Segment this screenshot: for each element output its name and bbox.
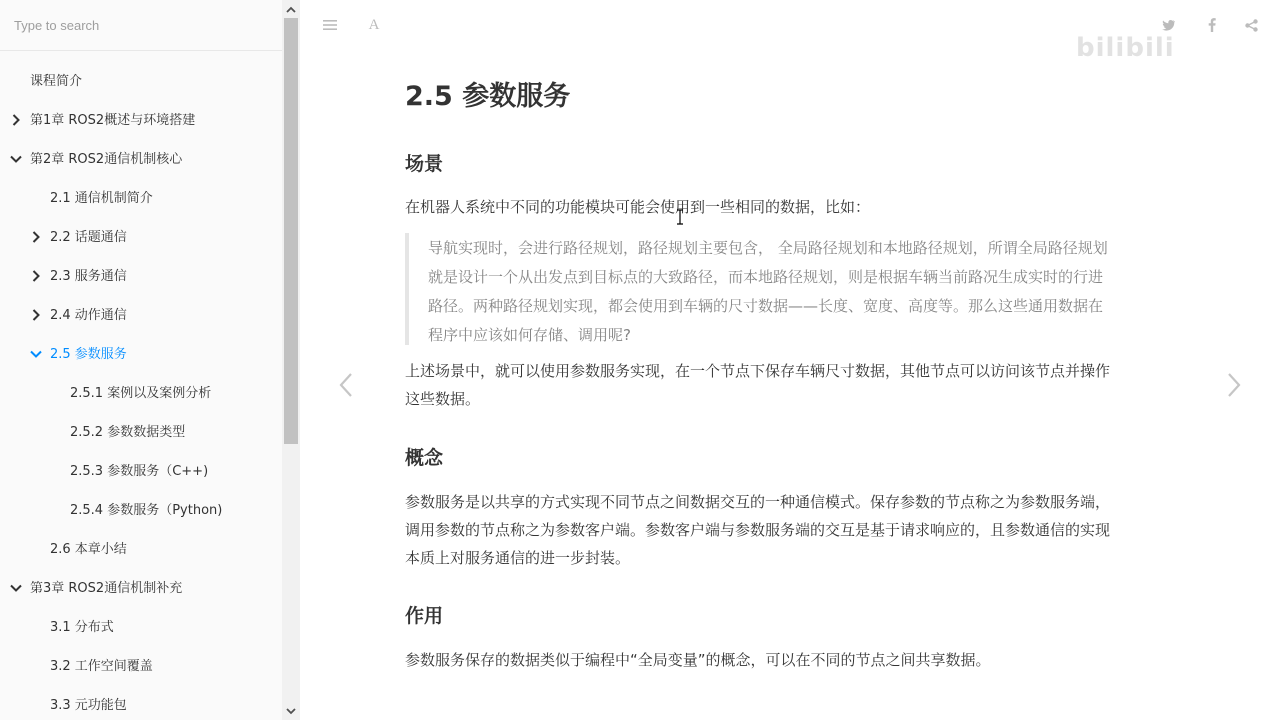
paragraph-line: 参数服务是以共享的方式实现不同节点之间数据交互的一种通信模式。保存参数的节点称之为参数服务端，: [405, 493, 1111, 511]
quote-line: 程序中应该如何存储、调用呢?: [428, 326, 631, 344]
table-of-contents: [0, 62, 282, 720]
concept-paragraph: [405, 488, 1175, 572]
facebook-icon[interactable]: [1203, 15, 1221, 35]
toc-item-label: 2.5 参数服务: [50, 347, 127, 362]
toc-item[interactable]: [0, 140, 282, 179]
chevron-down-icon[interactable]: [30, 348, 42, 360]
paragraph-line: 调用参数的节点称之为参数客户端。参数客户端与参数服务端的交互是基于请求响应的，且参数通信的实现: [405, 521, 1111, 539]
chevron-down-icon[interactable]: [10, 582, 22, 594]
usage-paragraph: 参数服务保存的数据类似于编程中“全局变量”的概念，可以在不同的节点之间共享数据。: [405, 651, 991, 669]
sidebar-scrollbar[interactable]: [282, 0, 300, 720]
toc-item-label: 2.1 通信机制简介: [50, 191, 153, 206]
quote-line: 就是设计一个从出发点到目标点的大致路径，而本地路径规划，则是根据车辆当前路况生成实时的行进: [428, 268, 1104, 286]
toc-item[interactable]: [0, 569, 282, 608]
toc-item-label: 3.2 工作空间覆盖: [50, 659, 153, 674]
chevron-right-icon[interactable]: [10, 114, 22, 126]
toc-item[interactable]: [0, 335, 282, 374]
toc-item[interactable]: [0, 374, 282, 413]
watermark-logo: bilibili: [1076, 33, 1175, 63]
toc-item[interactable]: [0, 62, 282, 101]
toc-item-label: 2.5.1 案例以及案例分析: [70, 386, 212, 401]
paragraph-line: 本质上对服务通信的进一步封装。: [405, 549, 631, 567]
toc-item[interactable]: [0, 101, 282, 140]
quote-line: 导航实现时，会进行路径规划，路径规划主要包含， 全局路径规划和本地路径规划，所谓全局路径规划: [428, 239, 1108, 257]
chevron-down-icon[interactable]: [10, 153, 22, 165]
next-page-chevron-icon[interactable]: [1222, 370, 1246, 400]
share-icon[interactable]: [1242, 16, 1260, 34]
toc-item-label: 2.5.2 参数数据类型: [70, 425, 186, 440]
quote-line: 路径。两种路径规划实现，都会使用到车辆的尺寸数据——长度、宽度、高度等。那么这些通用数据在: [428, 297, 1104, 315]
toc-item-label: 3.1 分布式: [50, 620, 114, 635]
chevron-right-icon[interactable]: [30, 309, 42, 321]
scroll-down-arrow-icon[interactable]: [282, 702, 300, 720]
toc-item-label: 第2章 ROS2通信机制核心: [30, 152, 183, 167]
twitter-icon[interactable]: [1160, 16, 1178, 34]
scroll-up-arrow-icon[interactable]: [282, 0, 300, 18]
toc-item[interactable]: [0, 530, 282, 569]
chevron-right-icon[interactable]: [30, 231, 42, 243]
sidebar: [0, 0, 283, 720]
toc-item[interactable]: [0, 647, 282, 686]
toc-item[interactable]: [0, 296, 282, 335]
toc-item-label: 2.6 本章小结: [50, 542, 127, 557]
toc-item[interactable]: [0, 608, 282, 647]
toc-item-label: 3.3 元功能包: [50, 698, 127, 713]
search-input[interactable]: [0, 0, 282, 50]
toc-item-label: 第1章 ROS2概述与环境搭建: [30, 113, 196, 128]
toc-item[interactable]: [0, 179, 282, 218]
scene-intro-paragraph: 在机器人系统中不同的功能模块可能会使用到一些相同的数据，比如：: [405, 198, 871, 216]
font-settings-icon[interactable]: A: [368, 16, 380, 33]
paragraph-line: 这些数据。: [405, 390, 481, 408]
toc-item[interactable]: [0, 218, 282, 257]
section-heading-concept: 概念: [405, 447, 444, 469]
toc-item-label: 第3章 ROS2通信机制补充: [30, 581, 183, 596]
toc-item[interactable]: [0, 257, 282, 296]
section-heading-usage: 作用: [405, 605, 444, 627]
toc-item[interactable]: [0, 686, 282, 720]
previous-page-chevron-icon[interactable]: [334, 370, 358, 400]
toc-item-label: 2.2 话题通信: [50, 230, 127, 245]
toc-item-label: 课程简介: [30, 74, 83, 89]
scrollbar-thumb[interactable]: [284, 18, 298, 444]
toc-item-label: 2.5.3 参数服务（C++): [70, 464, 209, 479]
scene-example-quote: [405, 233, 1171, 345]
text-cursor-icon: [676, 209, 684, 229]
scene-summary-paragraph: [405, 357, 1175, 413]
section-heading-scene: 场景: [405, 153, 444, 175]
menu-icon[interactable]: [321, 16, 339, 34]
toc-item[interactable]: [0, 413, 282, 452]
toc-item-label: 2.5.4 参数服务（Python): [70, 503, 223, 518]
toc-item[interactable]: [0, 452, 282, 491]
toc-item[interactable]: [0, 491, 282, 530]
page-title: 2.5 参数服务: [405, 81, 571, 112]
chevron-right-icon[interactable]: [30, 270, 42, 282]
search-box: [0, 0, 282, 51]
paragraph-line: 上述场景中，就可以使用参数服务实现，在一个节点下保存车辆尺寸数据，其他节点可以访问该节点并操作: [405, 362, 1111, 380]
toc-item-label: 2.3 服务通信: [50, 269, 127, 284]
toc-item-label: 2.4 动作通信: [50, 308, 127, 323]
